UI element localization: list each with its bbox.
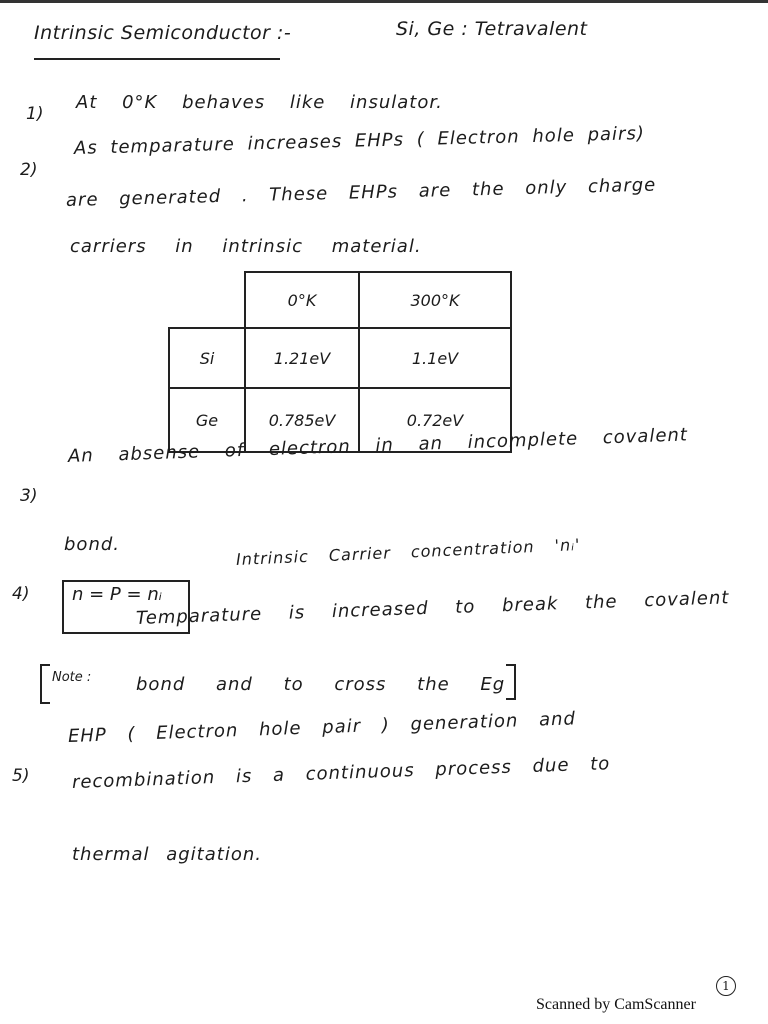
point-2-line-3: carriers in intrinsic material.: [70, 236, 422, 257]
point-2-number: 2): [20, 160, 38, 180]
table-header-0k: 0°K: [245, 272, 359, 328]
page-title: Intrinsic Semiconductor :-: [34, 22, 292, 44]
point-5-line-2: recombination is a continuous process due to: [71, 753, 611, 793]
point-5-line-3: thermal agitation.: [72, 844, 262, 865]
note-label: Note :: [52, 670, 92, 685]
page-number: [716, 976, 736, 996]
intrinsic-equation: n = P = nᵢ: [72, 584, 162, 605]
table-header-300k: 300°K: [359, 272, 511, 328]
point-5-line-1: EHP ( Electron hole pair ) generation and: [67, 708, 577, 747]
table-cell-si-0k: 1.21eV: [245, 328, 359, 388]
point-4-side-text: Intrinsic Carrier concentration 'nᵢ': [235, 534, 581, 569]
point-1-line-1: At 0°K behaves like insulator.: [76, 92, 443, 113]
point-3-line-1: An absense of electron in an incomplete covalent: [67, 424, 689, 467]
point-2-line-1: As temparature increases EHPs ( Electron hole pairs): [73, 123, 646, 159]
point-2-line-2: are generated . These EHPs are the only charge: [65, 174, 657, 211]
table-row-label-ge: Ge: [169, 388, 245, 452]
table-row-label-si: Si: [169, 328, 245, 388]
title-underline: [34, 58, 280, 60]
point-5-number: 5): [12, 766, 30, 786]
note-bracket-left: [40, 664, 50, 704]
point-3-line-2: bond.: [64, 534, 120, 555]
page-number-circle: 1: [716, 976, 736, 996]
note-line-2: bond and to cross the Eg: [136, 674, 506, 695]
note-line-1: Temparature is increased to break the covalent: [135, 587, 730, 629]
table-cell-ge-300k: 0.72eV: [359, 388, 511, 452]
table-row: [169, 328, 511, 388]
table-corner: [169, 272, 245, 328]
point-4-number: 4): [12, 584, 30, 604]
note-bracket-right: [506, 664, 516, 700]
table-cell-ge-0k: 0.785eV: [245, 388, 359, 452]
band-gap-table: [168, 271, 512, 453]
point-1-number: 1): [26, 104, 44, 124]
page-subtitle: Si, Ge : Tetravalent: [396, 18, 588, 40]
top-edge-line: [0, 0, 768, 3]
point-3-number: 3): [20, 486, 38, 506]
scanner-watermark: Scanned by CamScanner: [536, 996, 696, 1013]
table-cell-si-300k: 1.1eV: [359, 328, 511, 388]
